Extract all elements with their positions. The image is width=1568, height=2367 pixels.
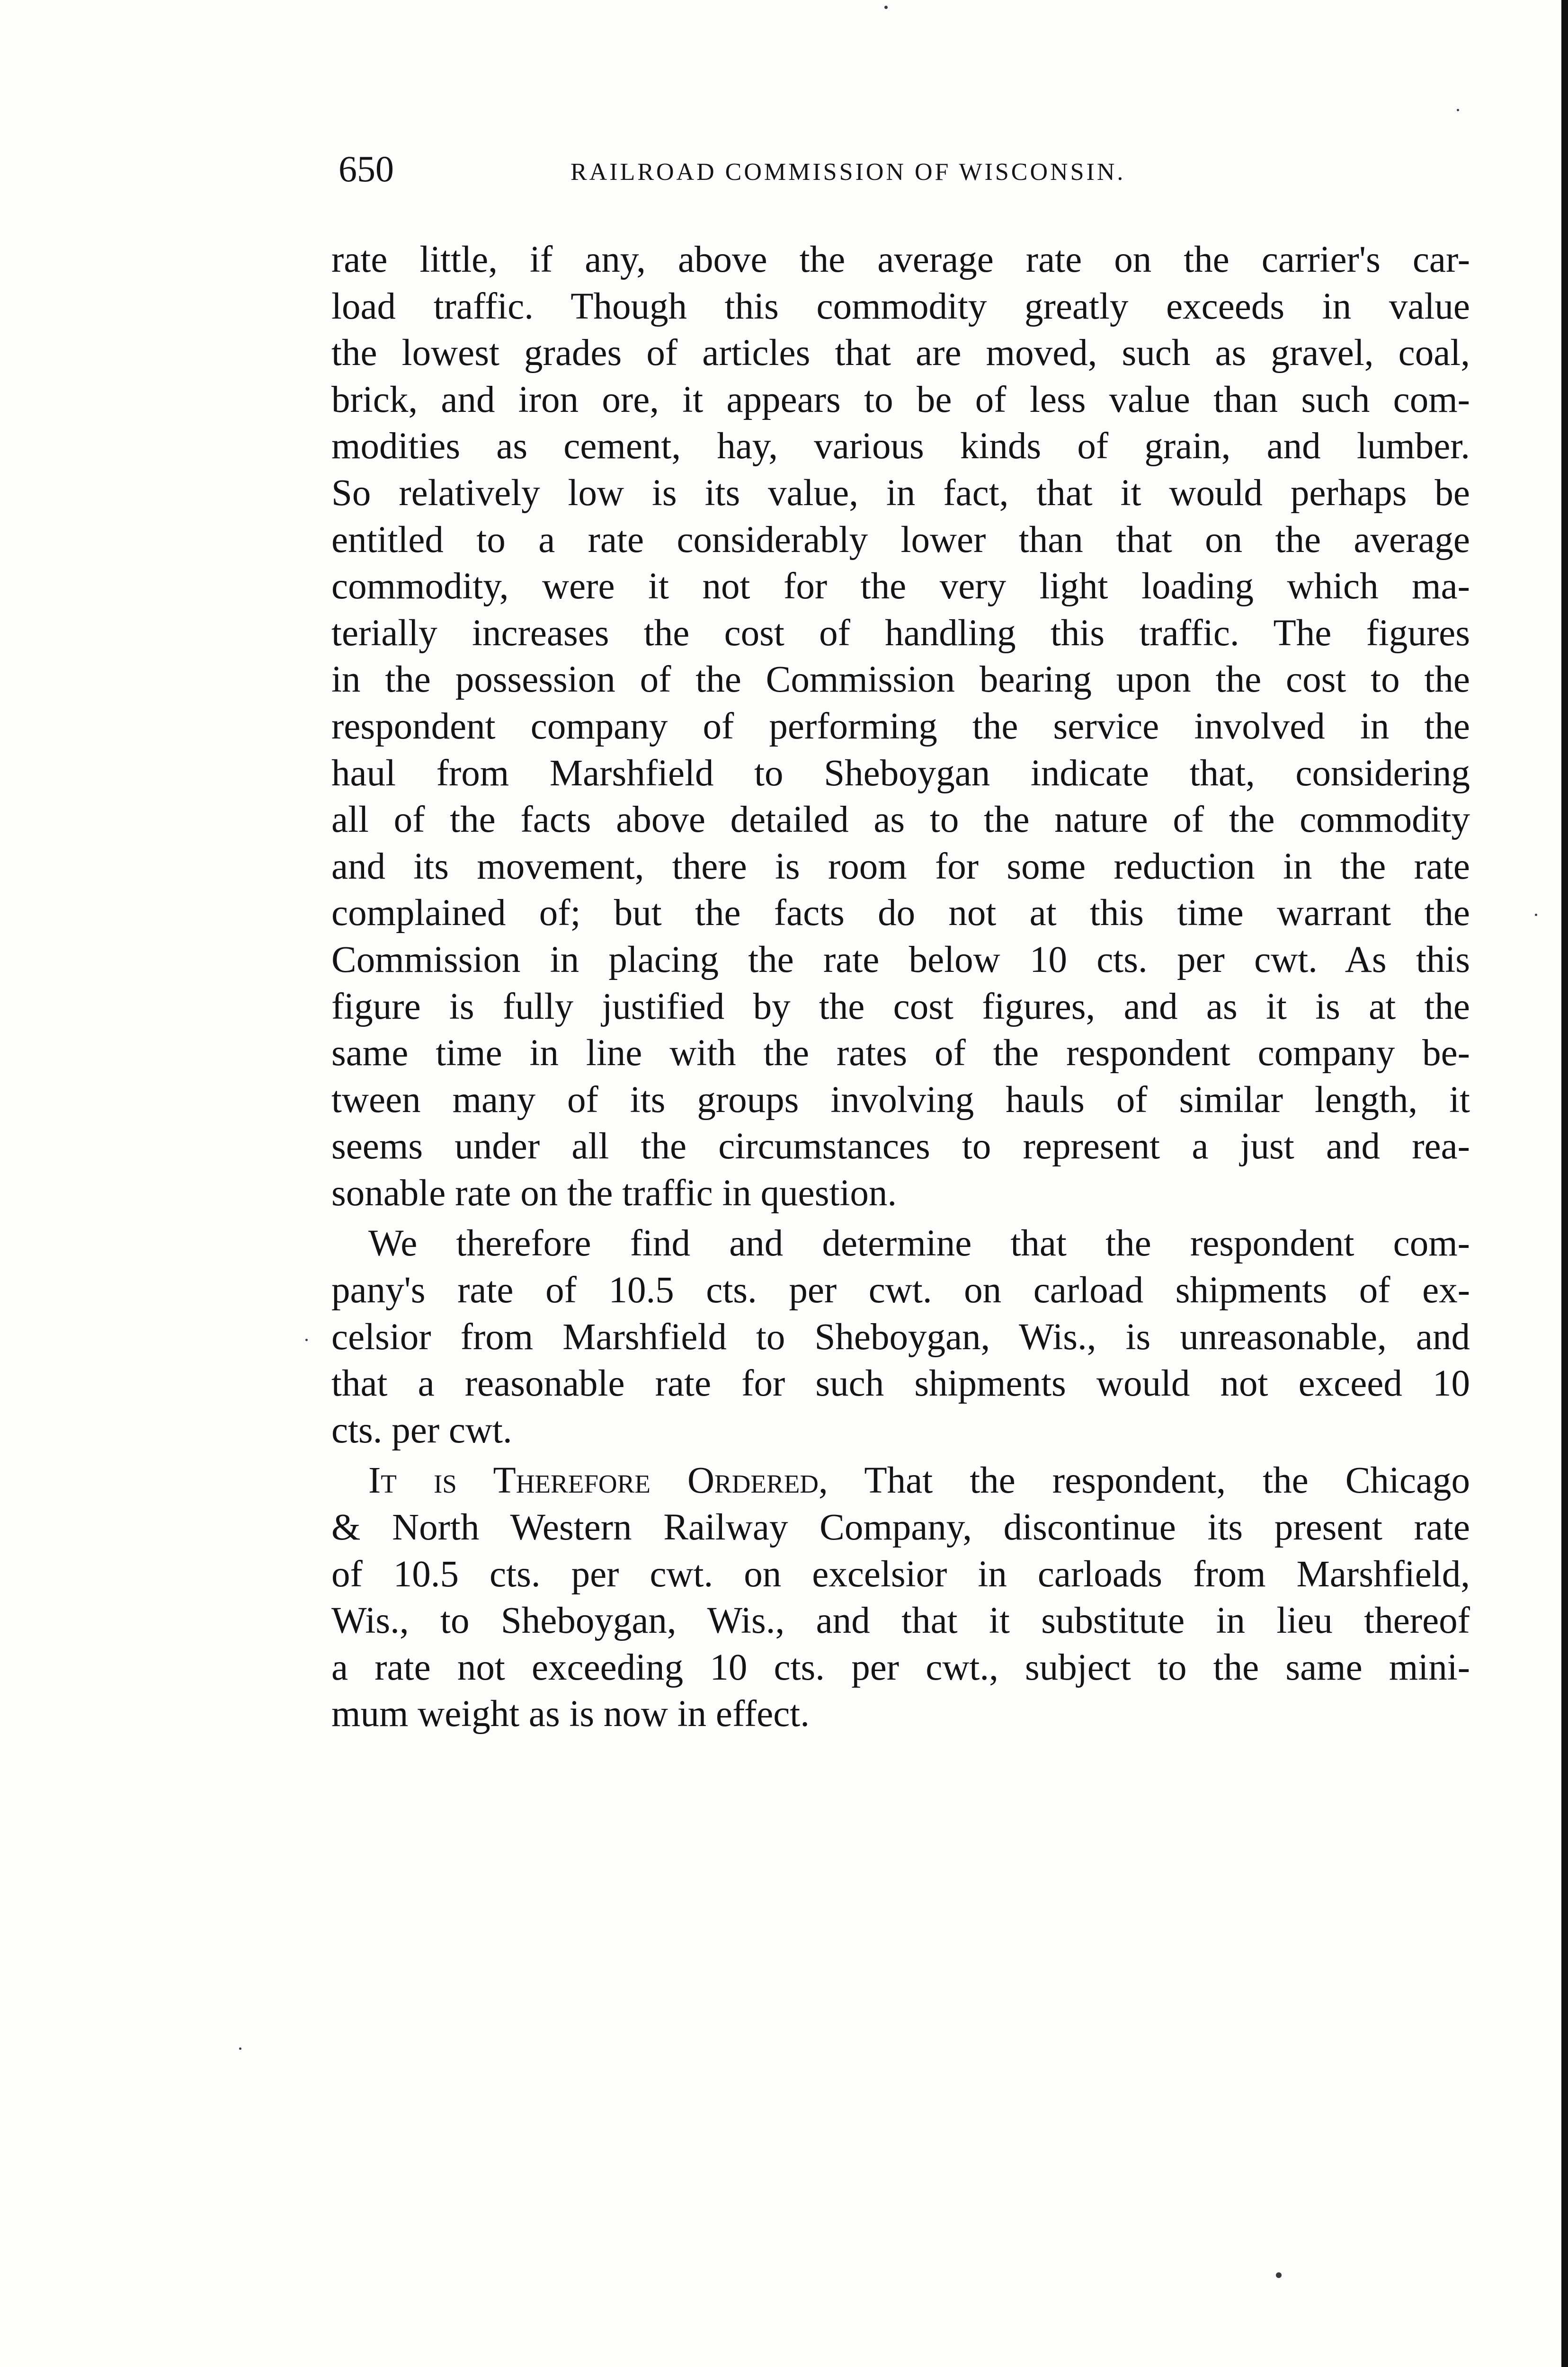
text-line: mum weight as is now in effect.	[331, 1693, 810, 1735]
text-line: a rate not exceeding 10 cts. per cwt., subject to the same mini-	[331, 1646, 1470, 1688]
text-line: the lowest grades of articles that are moved, such as gravel, coal,	[331, 332, 1470, 374]
text-line: celsior from Marshfield to Sheboygan, Wis., is unreasonable, and	[331, 1316, 1470, 1358]
text-line: terially increases the cost of handling this traffic. The figures	[331, 612, 1470, 654]
text-line: respondent company of performing the service involved in the	[331, 705, 1470, 747]
text-line: figure is fully justified by the cost figures, and as it is at the	[331, 986, 1470, 1027]
body-text	[331, 237, 1470, 1738]
scan-edge-right	[1561, 0, 1568, 2367]
text-line: Commission in placing the rate below 10 cts. per cwt. As this	[331, 939, 1470, 980]
text-line: seems under all the circumstances to represent a just and rea-	[331, 1126, 1470, 1167]
text-line: of 10.5 cts. per cwt. on excelsior in carloads from Marshfield,	[331, 1553, 1470, 1595]
scan-speck	[305, 1339, 308, 1341]
scan-speck	[884, 6, 888, 9]
text-line: & North Western Railway Company, discontinue its present rate	[331, 1507, 1470, 1548]
text-line: Wis., to Sheboygan, Wis., and that it substitute in lieu thereof	[331, 1600, 1470, 1642]
paragraph-gap	[331, 1454, 1470, 1458]
running-title: RAILROAD COMMISSION OF WISCONSIN.	[570, 159, 1126, 186]
scan-speck	[1457, 109, 1459, 111]
text-line: complained of; but the facts do not at this time warrant the	[331, 892, 1470, 934]
text-line: load traffic. Though this commodity greatly exceeds in value	[331, 285, 1470, 327]
scan-speck	[1535, 914, 1537, 916]
scan-speck	[1276, 2272, 1282, 2278]
text-line: all of the facts above detailed as to the nature of the commodity	[331, 799, 1470, 841]
page-number: 650	[339, 148, 394, 189]
text-line: We therefore find and determine that the respondent com-	[368, 1223, 1470, 1264]
text-line: brick, and iron ore, it appears to be of less value than such com-	[331, 379, 1470, 420]
text-line: tween many of its groups involving hauls of similar length, it	[331, 1079, 1470, 1121]
text-line: modities as cement, hay, various kinds of grain, and lumber.	[331, 426, 1470, 467]
text-line: pany's rate of 10.5 cts. per cwt. on carload shipments of ex-	[331, 1270, 1470, 1311]
text-line: entitled to a rate considerably lower than that on the average	[331, 519, 1470, 561]
text-line: rate little, if any, above the average rate on the carrier's car-	[331, 239, 1470, 280]
text-line: and its movement, there is room for some reduction in the rate	[331, 845, 1470, 887]
text-line: in the possession of the Commission bearing upon the cost to the	[331, 659, 1470, 701]
text-line: cts. per cwt.	[331, 1409, 512, 1451]
order-opening-small-caps: It is Therefore Ordered,	[368, 1460, 828, 1502]
text-line: same time in line with the rates of the respondent company be-	[331, 1032, 1470, 1074]
text-line: commodity, were it not for the very light loading which ma-	[331, 566, 1470, 607]
order-opening-line	[331, 1458, 1470, 1504]
text-line: So relatively low is its value, in fact, that it would perhaps be	[331, 472, 1470, 514]
paragraph-gap	[331, 1217, 1470, 1220]
text-line: that a reasonable rate for such shipments would not exceed 10	[331, 1363, 1470, 1405]
paragraph-2	[331, 1220, 1470, 1454]
order-opening-rest: That the respondent, the Chicago	[828, 1460, 1470, 1502]
scan-speck	[239, 2047, 241, 2050]
paragraph-1	[331, 237, 1470, 1217]
text-line: sonable rate on the traffic in question.	[331, 1172, 897, 1214]
paragraph-3	[331, 1458, 1470, 1738]
text-line: haul from Marshfield to Sheboygan indicate that, considering	[331, 752, 1470, 794]
